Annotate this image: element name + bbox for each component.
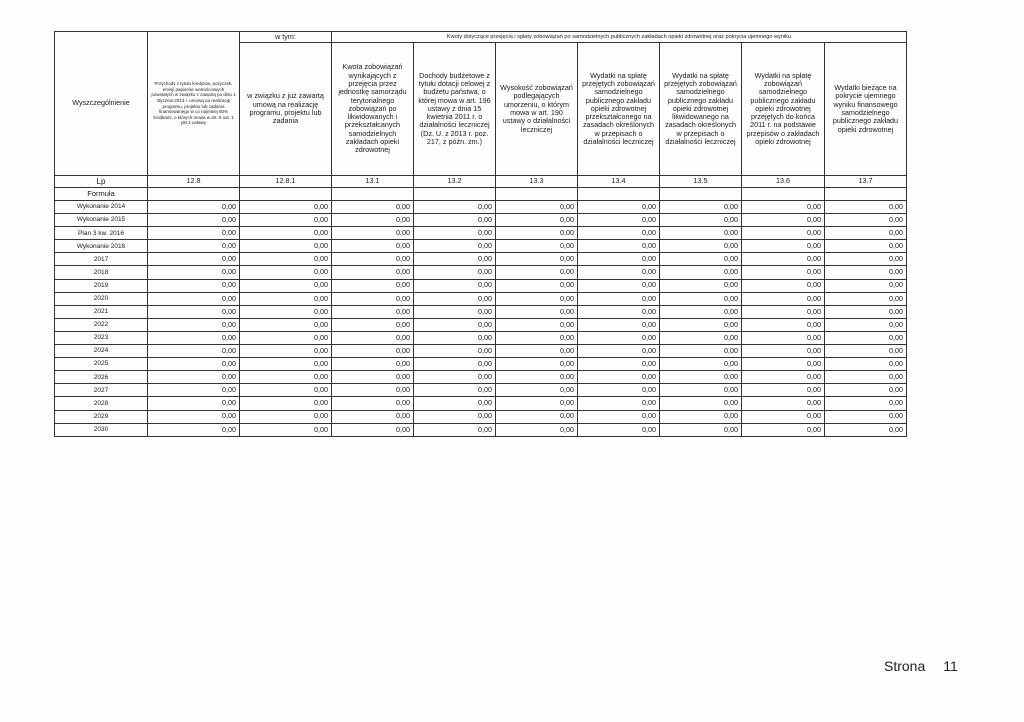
header-col-13-1: Kwota zobowiązań wynikających z przejęcia przez jednostkę samorządu terytorialnego zobowiązań po likwidowanych i przekształcanych samodzielnych zakładach opieki zdrowotnej [332,43,414,176]
value-cell: 0,00 [332,318,414,331]
value-cell: 0,00 [578,384,660,397]
value-cell: 0,00 [240,410,332,423]
lp-label: Lp [55,176,148,188]
value-cell: 0,00 [148,318,240,331]
value-cell: 0,00 [660,384,742,397]
table-row [55,201,907,214]
header-col-13-7: Wydatki bieżące na pokrycie ujemnego wyniku finansowego samodzielnego publicznego zakładu opieki zdrowotnej [825,43,907,176]
table-row [55,384,907,397]
value-cell: 0,00 [660,253,742,266]
header-col-13-6: Wydatki na spłatę zobowiązań samodzielnego publicznego zakładu opieki zdrowotnej przejętych do końca 2011 r. na podstawie przepisów o zakładach opieki zdrowotnej [742,43,825,176]
value-cell: 0,00 [414,318,496,331]
value-cell: 0,00 [742,227,825,240]
lp-code: 13.2 [414,176,496,188]
table-row [55,345,907,358]
value-cell: 0,00 [660,279,742,292]
value-cell: 0,00 [825,397,907,410]
value-cell: 0,00 [496,227,578,240]
value-cell: 0,00 [148,423,240,436]
value-cell: 0,00 [825,423,907,436]
value-cell: 0,00 [825,331,907,344]
value-cell: 0,00 [240,384,332,397]
table-row [55,266,907,279]
value-cell: 0,00 [742,423,825,436]
value-cell: 0,00 [578,227,660,240]
value-cell: 0,00 [414,292,496,305]
value-cell: 0,00 [496,345,578,358]
value-cell: 0,00 [148,397,240,410]
value-cell: 0,00 [414,358,496,371]
lp-code: 13.5 [660,176,742,188]
row-label: 2030 [55,423,148,436]
lp-code: 12.8.1 [240,176,332,188]
header-col-13-2: Dochody budżetowe z tytułu dotacji celowej z budżetu państwa, o której mowa w art. 196 ustawy z dnia 15 kwietnia 2011 r. o działalności leczniczej (Dz. U. z 2013 r. poz. 217, z późn. zm.) [414,43,496,176]
value-cell: 0,00 [578,240,660,253]
table-row [55,410,907,423]
value-cell: 0,00 [240,371,332,384]
row-label: 2018 [55,266,148,279]
value-cell: 0,00 [742,410,825,423]
value-cell: 0,00 [332,397,414,410]
row-label: Wykonanie 2015 [55,214,148,227]
value-cell: 0,00 [742,240,825,253]
value-cell: 0,00 [148,253,240,266]
value-cell: 0,00 [825,201,907,214]
value-cell: 0,00 [496,279,578,292]
value-cell: 0,00 [660,227,742,240]
header-wyszczegolnienie: Wyszczególnienie [55,32,148,176]
value-cell: 0,00 [660,240,742,253]
row-label: 2021 [55,305,148,318]
value-cell: 0,00 [332,305,414,318]
value-cell: 0,00 [332,240,414,253]
row-label: Wykonanie 2016 [55,240,148,253]
value-cell: 0,00 [496,305,578,318]
value-cell: 0,00 [825,384,907,397]
value-cell: 0,00 [332,214,414,227]
value-cell: 0,00 [496,358,578,371]
table-row [55,227,907,240]
value-cell: 0,00 [825,227,907,240]
value-cell: 0,00 [825,240,907,253]
value-cell: 0,00 [240,318,332,331]
value-cell: 0,00 [578,410,660,423]
value-cell: 0,00 [148,227,240,240]
formula-cell [148,188,240,201]
value-cell: 0,00 [825,279,907,292]
value-cell: 0,00 [742,266,825,279]
header-banner-row [55,32,907,43]
value-cell: 0,00 [148,305,240,318]
value-cell: 0,00 [240,266,332,279]
value-cell: 0,00 [578,214,660,227]
value-cell: 0,00 [742,318,825,331]
lp-code: 13.7 [825,176,907,188]
value-cell: 0,00 [496,253,578,266]
lp-code: 13.6 [742,176,825,188]
value-cell: 0,00 [660,345,742,358]
page-number: 11 [943,658,958,674]
value-cell: 0,00 [825,253,907,266]
value-cell: 0,00 [578,292,660,305]
row-label: 2024 [55,345,148,358]
value-cell: 0,00 [148,201,240,214]
value-cell: 0,00 [742,214,825,227]
value-cell: 0,00 [742,292,825,305]
value-cell: 0,00 [660,305,742,318]
value-cell: 0,00 [825,358,907,371]
lp-code: 12.8 [148,176,240,188]
header-col-12-8-1: w związku z już zawartą umową na realizację programu, projektu lub zadania [240,43,332,176]
row-label: Plan 3 kw. 2016 [55,227,148,240]
table-row [55,423,907,436]
value-cell: 0,00 [414,305,496,318]
table-row [55,292,907,305]
value-cell: 0,00 [578,397,660,410]
value-cell: 0,00 [660,266,742,279]
value-cell: 0,00 [742,358,825,371]
value-cell: 0,00 [414,253,496,266]
formula-cell [332,188,414,201]
value-cell: 0,00 [660,410,742,423]
lp-code: 13.4 [578,176,660,188]
value-cell: 0,00 [825,371,907,384]
value-cell: 0,00 [148,410,240,423]
value-cell: 0,00 [496,423,578,436]
formula-cell [825,188,907,201]
value-cell: 0,00 [742,279,825,292]
value-cell: 0,00 [148,345,240,358]
value-cell: 0,00 [240,292,332,305]
value-cell: 0,00 [332,384,414,397]
formula-cell [240,188,332,201]
value-cell: 0,00 [825,214,907,227]
value-cell: 0,00 [496,240,578,253]
value-cell: 0,00 [578,358,660,371]
value-cell: 0,00 [578,266,660,279]
row-label: 2027 [55,384,148,397]
value-cell: 0,00 [332,410,414,423]
value-cell: 0,00 [578,253,660,266]
value-cell: 0,00 [414,227,496,240]
value-cell: 0,00 [240,214,332,227]
value-cell: 0,00 [240,227,332,240]
header-w-tym: w tym: [240,32,332,43]
row-label: 2022 [55,318,148,331]
value-cell: 0,00 [332,331,414,344]
financial-table [54,31,907,437]
value-cell: 0,00 [742,384,825,397]
value-cell: 0,00 [496,214,578,227]
value-cell: 0,00 [332,266,414,279]
header-col-13-4: Wydatki na spłatę przejętych zobowiązań samodzielnego publicznego zakładu opieki zdrowotnej przekształconego na zasadach określonych w przepisach o działalności leczniczej [578,43,660,176]
value-cell: 0,00 [414,331,496,344]
value-cell: 0,00 [240,279,332,292]
value-cell: 0,00 [742,371,825,384]
value-cell: 0,00 [332,371,414,384]
formula-cell [660,188,742,201]
value-cell: 0,00 [332,358,414,371]
value-cell: 0,00 [825,410,907,423]
value-cell: 0,00 [660,201,742,214]
value-cell: 0,00 [825,345,907,358]
value-cell: 0,00 [578,371,660,384]
value-cell: 0,00 [148,292,240,305]
value-cell: 0,00 [742,305,825,318]
value-cell: 0,00 [496,331,578,344]
value-cell: 0,00 [742,397,825,410]
value-cell: 0,00 [496,397,578,410]
value-cell: 0,00 [825,292,907,305]
value-cell: 0,00 [240,240,332,253]
value-cell: 0,00 [148,358,240,371]
value-cell: 0,00 [240,305,332,318]
value-cell: 0,00 [578,305,660,318]
value-cell: 0,00 [332,292,414,305]
value-cell: 0,00 [148,331,240,344]
value-cell: 0,00 [414,384,496,397]
header-banner: Kwoty dotyczące przejęcia i spłaty zobowiązań po samodzielnych publicznych zakładach opieki zdrowotnej oraz pokrycia ujemnego wyniku [332,32,907,43]
table-row [55,253,907,266]
value-cell: 0,00 [496,384,578,397]
value-cell: 0,00 [414,201,496,214]
value-cell: 0,00 [240,358,332,371]
table-row [55,240,907,253]
value-cell: 0,00 [660,423,742,436]
formula-label: Formuła [55,188,148,201]
row-label: 2026 [55,371,148,384]
value-cell: 0,00 [414,240,496,253]
header-col-13-3: Wysokość zobowiązań podlegających umorzeniu, o którym mowa w art. 190 ustawy o działalności leczniczej [496,43,578,176]
header-col-12-8: Przychody z tytułu kredytów, pożyczek, emisji papierów wartościowych powstałych w związku z zawartą po dniu 1 stycznia 2013 r. umową na realizację programu, projektu lub zadania finansowanego w co najmniej 60% środkami, o których mowa w art. 5 ust. 1 pkt 2 ustawy [148,32,240,176]
formula-row [55,188,907,201]
value-cell: 0,00 [825,318,907,331]
value-cell: 0,00 [578,279,660,292]
row-label: 2017 [55,253,148,266]
value-cell: 0,00 [148,384,240,397]
value-cell: 0,00 [148,371,240,384]
page-footer [884,658,976,674]
table-row [55,318,907,331]
value-cell: 0,00 [414,371,496,384]
value-cell: 0,00 [332,201,414,214]
value-cell: 0,00 [578,201,660,214]
table-row [55,397,907,410]
value-cell: 0,00 [148,240,240,253]
value-cell: 0,00 [742,331,825,344]
value-cell: 0,00 [332,279,414,292]
formula-cell [578,188,660,201]
value-cell: 0,00 [825,305,907,318]
table-row [55,214,907,227]
value-cell: 0,00 [148,214,240,227]
value-cell: 0,00 [148,279,240,292]
value-cell: 0,00 [414,397,496,410]
value-cell: 0,00 [660,292,742,305]
value-cell: 0,00 [660,331,742,344]
row-label: 2028 [55,397,148,410]
value-cell: 0,00 [660,371,742,384]
value-cell: 0,00 [148,266,240,279]
table-row [55,331,907,344]
page-word: Strona [884,658,926,674]
value-cell: 0,00 [660,318,742,331]
header-col-13-5: Wydatki na spłatę przejętych zobowiązań samodzielnego publicznego zakładu opieki zdrowotnej likwidowanego na zasadach określonych w przepisach o działalności leczniczej [660,43,742,176]
value-cell: 0,00 [578,331,660,344]
value-cell: 0,00 [240,345,332,358]
value-cell: 0,00 [660,358,742,371]
value-cell: 0,00 [240,331,332,344]
value-cell: 0,00 [332,423,414,436]
table-body [55,32,907,437]
value-cell: 0,00 [496,371,578,384]
value-cell: 0,00 [332,253,414,266]
value-cell: 0,00 [578,423,660,436]
value-cell: 0,00 [240,253,332,266]
value-cell: 0,00 [496,410,578,423]
value-cell: 0,00 [496,201,578,214]
value-cell: 0,00 [742,201,825,214]
value-cell: 0,00 [496,292,578,305]
value-cell: 0,00 [578,345,660,358]
value-cell: 0,00 [240,397,332,410]
value-cell: 0,00 [578,318,660,331]
value-cell: 0,00 [414,410,496,423]
row-label: 2023 [55,331,148,344]
table-row [55,279,907,292]
formula-cell [496,188,578,201]
row-label: 2020 [55,292,148,305]
row-label: Wykonanie 2014 [55,201,148,214]
value-cell: 0,00 [414,423,496,436]
value-cell: 0,00 [496,266,578,279]
value-cell: 0,00 [332,345,414,358]
value-cell: 0,00 [660,214,742,227]
table-row [55,358,907,371]
value-cell: 0,00 [414,266,496,279]
value-cell: 0,00 [240,423,332,436]
lp-row [55,176,907,188]
value-cell: 0,00 [414,214,496,227]
value-cell: 0,00 [414,279,496,292]
lp-code: 13.3 [496,176,578,188]
value-cell: 0,00 [332,227,414,240]
value-cell: 0,00 [742,345,825,358]
value-cell: 0,00 [240,201,332,214]
value-cell: 0,00 [742,253,825,266]
formula-cell [414,188,496,201]
value-cell: 0,00 [825,266,907,279]
value-cell: 0,00 [414,345,496,358]
row-label: 2029 [55,410,148,423]
row-label: 2025 [55,358,148,371]
formula-cell [742,188,825,201]
row-label: 2019 [55,279,148,292]
table-row [55,305,907,318]
value-cell: 0,00 [660,397,742,410]
lp-code: 13.1 [332,176,414,188]
value-cell: 0,00 [496,318,578,331]
table-row [55,371,907,384]
